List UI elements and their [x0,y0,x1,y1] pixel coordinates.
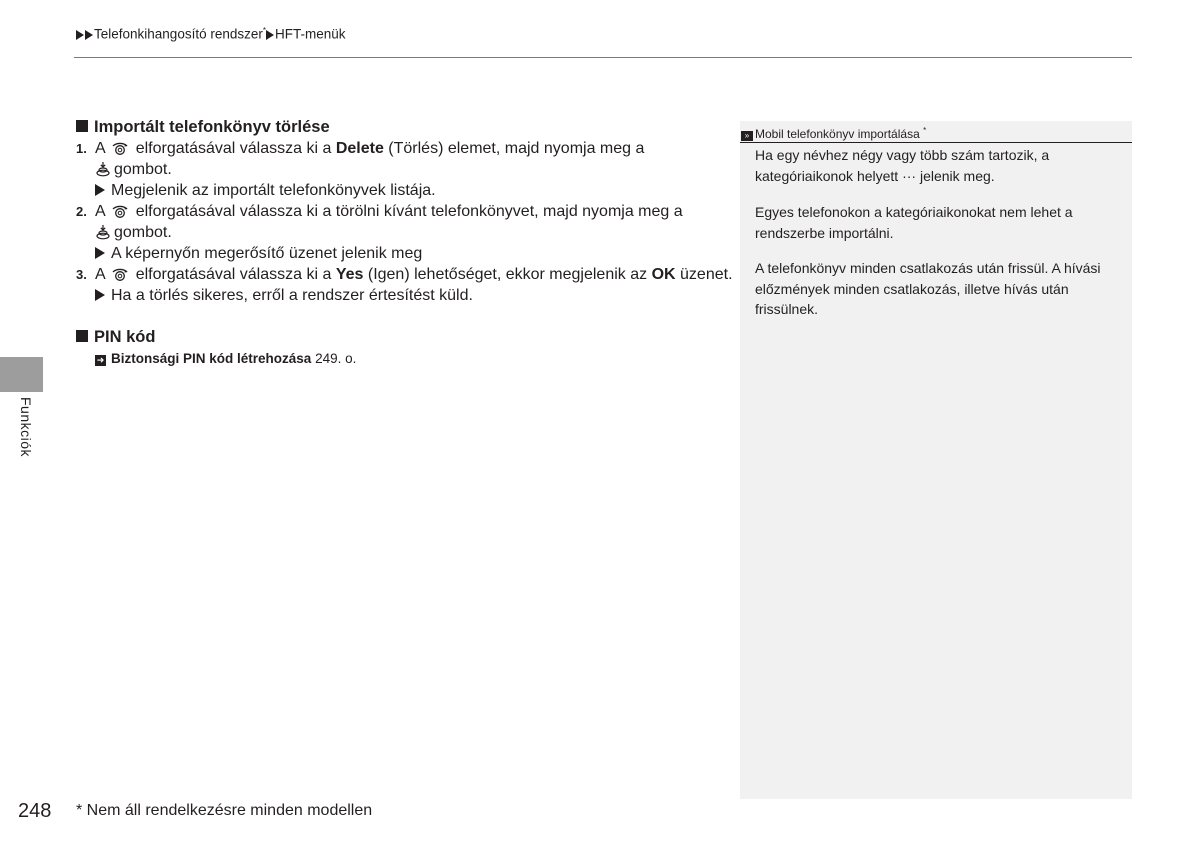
reference-icon: ➜ [96,355,105,365]
step-3 [76,264,736,285]
step-1-result [76,180,736,201]
section-title: Importált telefonkönyv törlése [94,118,330,136]
chapter-tab [0,357,43,392]
step-text: (Igen) lehetőséget, ekkor megjelenik az [367,266,648,283]
reference-link[interactable]: Biztonsági PIN kód létrehozása [111,351,312,366]
sidebar-paragraph: Egyes telefonokon a kategóriaikonokat nem lehet a rendszerbe importálni. [755,204,1073,241]
step-1 [76,138,736,159]
step-text: elforgatásával válassza ki a [135,266,332,283]
sidebar-paragraph: Ha egy névhez négy vagy több szám tartozik, a kategóriaikonok helyett ··· jelenik meg. [755,147,1050,184]
sidebar-note [740,121,1132,799]
step-text: elforgatásával válassza ki a törölni kívánt telefonkönyvet, majd nyomja meg a [135,203,683,220]
step-number: 1. [76,141,87,156]
breadcrumb-arrow-icon [76,30,84,40]
result-arrow-icon [95,184,105,196]
result-text: Megjelenik az importált telefonkönyvek listája. [111,182,436,199]
step-1-line2 [76,159,736,180]
step-number: 3. [76,267,87,282]
square-bullet-icon [76,330,88,342]
step-text: (Törlés) elemet, majd nyomja meg a [388,140,645,157]
selector-knob-icon [111,266,129,282]
option-yes: Yes [335,266,364,283]
step-text: gombot. [114,224,172,241]
result-text: Ha a törlés sikeres, erről a rendszer értesítést küld. [111,287,473,304]
asterisk: * [262,26,266,35]
message-ok: OK [651,266,676,283]
step-text: üzenet. [680,266,733,283]
header-divider [74,57,1132,58]
step-text: A [95,266,105,283]
step-number: 2. [76,204,87,219]
asterisk: * [923,126,927,135]
step-text: elforgatásával válassza ki a [135,140,332,157]
step-text: A [95,140,105,157]
menu-item-delete: Delete [335,140,384,157]
breadcrumb-part2[interactable]: HFT-menük [274,26,346,42]
reference-page: 249. o. [315,351,357,366]
section-heading [76,327,736,348]
cross-reference[interactable] [76,348,736,369]
footnote: * Nem áll rendelkezésre minden modellen [76,802,373,819]
step-2-line2 [76,222,736,243]
breadcrumb-arrow-icon [85,30,93,40]
breadcrumb-part1[interactable]: Telefonkihangosító rendszer [94,26,263,42]
section-title: PIN kód [94,328,156,346]
breadcrumb [76,26,346,42]
page-number: 248 [18,800,52,822]
press-knob-icon [95,224,111,240]
selector-knob-icon [111,140,129,156]
step-2-result [76,243,736,264]
square-bullet-icon [76,120,88,132]
step-3-result [76,285,736,306]
sidebar-title [740,121,1132,143]
section-heading [76,117,736,138]
result-arrow-icon [95,289,105,301]
breadcrumb-arrow-icon [266,30,274,40]
step-text: gombot. [114,161,172,178]
sidebar-paragraph: A telefonkönyv minden csatlakozás után frissül. A hívási előzmények minden csatlakozás, illetve hívás után frissülnek. [755,260,1101,317]
result-arrow-icon [95,247,105,259]
chapter-label: Funkciók [18,397,34,458]
main-content [76,117,736,369]
reference-icon: » [741,131,753,141]
sidebar-title-text: Mobil telefonkönyv importálása [755,127,920,141]
result-text: A képernyőn megerősítő üzenet jelenik meg [111,245,423,262]
selector-knob-icon [111,203,129,219]
step-2 [76,201,736,222]
step-text: A [95,203,105,220]
press-knob-icon [95,161,111,177]
